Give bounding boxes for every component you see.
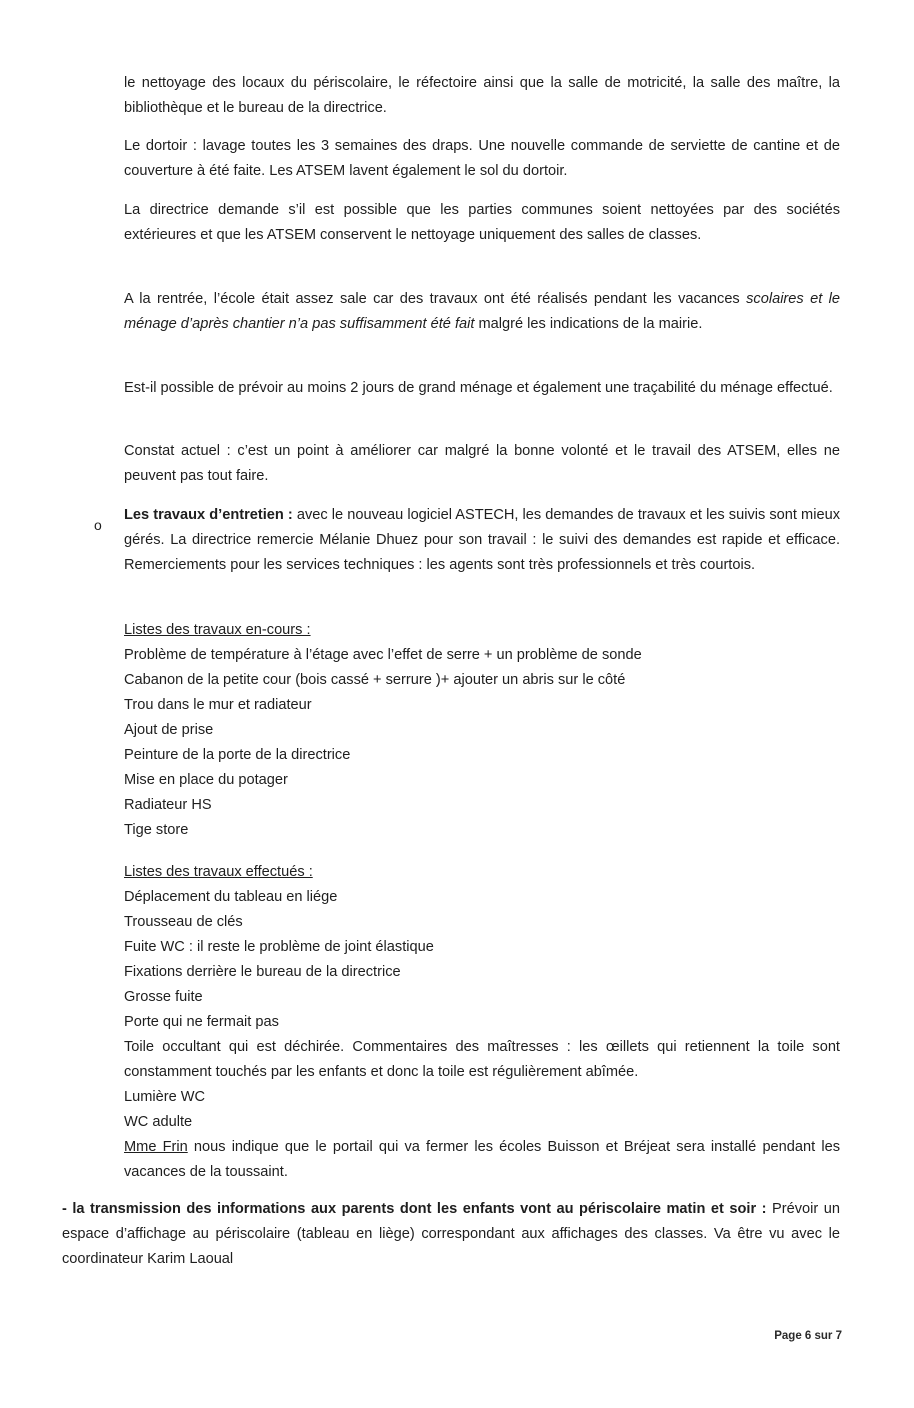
list-item: Fixations derrière le bureau de la directrice <box>124 964 401 980</box>
page-number: Page 6 sur 7 <box>774 1330 842 1342</box>
list-item: Grosse fuite <box>124 989 203 1005</box>
paragraph-constat-actuel: Constat actuel : c’est un point à améliorer car malgré la bonne volonté et le travail des ATSEM, elles ne peuvent pas tout faire. <box>124 443 840 484</box>
paragraph-dortoir: Le dortoir : lavage toutes les 3 semaines des draps. Une nouvelle commande de serviette de cantine et de couverture à été faite. Les ATSEM lavent également le sol du dortoir. <box>124 138 840 179</box>
list-item: Lumière WC <box>124 1089 206 1105</box>
portail-text: nous indique que le portail qui va fermer les écoles Buisson et Bréjeat sera installé pendant les vacances de la toussaint. <box>124 1139 841 1180</box>
heading-travaux-effectues: Listes des travaux effectués : <box>124 864 313 880</box>
list-travaux-en-cours <box>124 643 840 843</box>
rentree-text-italic: scolaires et le ménage d’après chantier n’a pas suffisamment été fait <box>124 291 841 332</box>
list-travaux-effectues <box>124 885 840 1135</box>
list-item: Trousseau de clés <box>124 914 243 930</box>
transmission-title: - la transmission des informations aux parents dont les enfants vont au périscolaire matin et soir : <box>62 1201 767 1217</box>
list-item: Cabanon de la petite cour (bois cassé + serrure )+ ajouter un abris sur le côté <box>124 672 626 688</box>
paragraph-travaux-entretien <box>124 503 840 578</box>
list-item: Porte qui ne fermait pas <box>124 1014 279 1030</box>
list-item: Radiateur HS <box>124 797 212 813</box>
portail-person-name: Mme Frin <box>124 1139 188 1155</box>
list-item: Tige store <box>124 822 189 838</box>
paragraph-portail <box>124 1135 840 1185</box>
list-item: Déplacement du tableau en liége <box>124 889 338 905</box>
list-item: WC adulte <box>124 1114 193 1130</box>
paragraph-nettoyage-locaux: le nettoyage des locaux du périscolaire, le réfectoire ainsi que la salle de motricité, la salle des maître, la bibliothèque et le bureau de la directrice. <box>124 75 840 116</box>
section-travaux-en-cours <box>124 618 840 843</box>
list-item: Problème de température à l’étage avec l’effet de serre + un problème de sonde <box>124 647 642 663</box>
paragraph-rentree <box>124 287 840 337</box>
list-item: Peinture de la porte de la directrice <box>124 747 351 763</box>
travaux-entretien-title: Les travaux d’entretien : <box>124 507 293 523</box>
bullet-circle-icon: o <box>94 517 102 533</box>
list-item: Ajout de prise <box>124 722 214 738</box>
list-item: Fuite WC : il reste le problème de joint élastique <box>124 939 434 955</box>
travaux-entretien-text: avec le nouveau logiciel ASTECH, les demandes de travaux et les suivis sont mieux gérés. La directrice remercie Mélanie Dhuez pour son travail : le suivi des demandes est rapide et efficace. Remerciements pour les services techniques : les agents sont très professionnels et très courtois. <box>124 507 840 573</box>
heading-travaux-en-cours: Listes des travaux en-cours : <box>124 622 311 638</box>
rentree-text-start: A la rentrée, l’école était assez sale car des travaux ont été réalisés pendant les vacances <box>124 291 747 307</box>
paragraph-transmission-informations <box>62 1197 840 1272</box>
list-item: Toile occultant qui est déchirée. Commentaires des maîtresses : les œillets qui retiennent la toile sont constamment touchés par les enfants et donc la toile est régulièrement abîmée. <box>124 1039 840 1080</box>
section-travaux-effectues <box>124 860 840 1185</box>
paragraph-directrice-demande: La directrice demande s’il est possible que les parties communes soient nettoyées par des sociétés extérieures et que les ATSEM conservent le nettoyage uniquement des salles de classes. <box>124 202 840 243</box>
paragraph-grand-menage: Est-il possible de prévoir au moins 2 jours de grand ménage et également une traçabilité du ménage effectué. <box>124 380 833 396</box>
list-item: Trou dans le mur et radiateur <box>124 697 312 713</box>
transmission-text: Prévoir un espace d’affichage au périscolaire (tableau en liège) correspondant aux affichages des classes. Va être vu avec le coordinateur Karim Laoual <box>62 1201 840 1267</box>
rentree-text-end: malgré les indications de la mairie. <box>474 316 703 332</box>
list-item: Mise en place du potager <box>124 772 288 788</box>
